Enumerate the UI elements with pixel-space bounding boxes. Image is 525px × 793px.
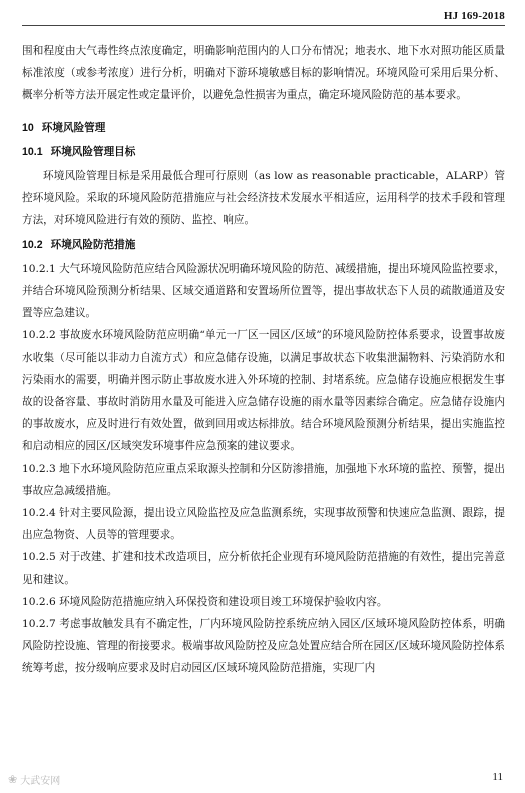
heading-number: 10.1 [22,145,43,158]
paragraph: 10.2.2 事故废水环境风险防范应明确“单元一厂区一园区/区域”的环境风险防控体系要求，设置事故废水收集（尽可能以非动力自流方式）和应急储存设施，以满足事故状态下收集泄漏物料、污染消防水和污染雨水的需要，明确并图示防止事故废水进入外环境的控制、封堵系统。应急储存设施应根据发生事故的设备容量、事故时消防用水量及可能进入应急储存设施的雨水量等因素综合确定。应急储存设施内的事故废水，应及时进行有效处置，做到回用或达标排放。结合环境风险预测分析结果，提出实施监控和启动相应的园区/区域突发环境事件应急预案的建议要求。 [22,329,505,453]
heading-text: 环境风险防范措施 [50,238,136,251]
heading-text: 环境风险管理目标 [50,145,136,158]
paragraph: 10.2.3 地下水环境风险防范应重点采取源头控制和分区防渗措施，加强地下水环境的监控、预警，提出事故应急减缓措施。 [22,462,505,497]
standard-code: HJ 169-2018 [443,10,505,22]
paragraph: 围和程度由大气毒性终点浓度确定，明确影响范围内的人口分布情况；地表水、地下水对照功能区质量标准浓度（或参考浓度）进行分析，明确对下游环境敏感目标的影响情况。环境风险可采用后果分析、概率分析等方法开展定性或定量评价，以避免急性损害为重点，确定环境风险防范的基本要求。 [22,45,505,102]
weibo-icon: ❀ [8,773,18,786]
subsection-heading [22,234,505,256]
paragraph: 10.2.1 大气环境风险防范应结合风险源状况明确环境风险的防范、减缓措施，提出环境风险监控要求，并结合环境风险预测分析结果、区域交通道路和安置场所位置等，提出事故状态下人员的疏散通道及安置等应急建议。 [22,262,505,320]
heading-text: 环境风险管理 [41,121,106,134]
watermark [8,772,60,787]
paragraph: 环境风险管理目标是采用最低合理可行原则（as low as reasonable practicable，ALARP）管控环境风险。采取的环境风险防范措施应与社会经济技术发展水平相适应，运用科学的技术手段和管理方法，对环境风险进行有效的预防、监控、响应。 [22,170,505,227]
header-rule [22,25,505,26]
paragraph: 10.2.6 环境风险防范措施应纳入环保投资和建设项目竣工环境保护验收内容。 [22,595,388,608]
section-heading [22,117,505,139]
document-body [22,40,505,680]
paragraph: 10.2.7 考虑事故触发具有不确定性，厂内环境风险防控系统应纳入园区/区域环境风险防控体系，明确风险防控设施、管理的衔接要求。极端事故风险防控及应急处置应结合所在园区/区域环境风险防控体系统筹考虑，按分级响应要求及时启动园区/区域环境风险防范措施，实现厂内 [22,618,505,675]
paragraph: 10.2.5 对于改建、扩建和技术改造项目，应分析依托企业现有环境风险防范措施的有效性，提出完善意见和建议。 [22,551,505,586]
heading-number: 10.2 [22,238,43,251]
paragraph: 10.2.4 针对主要风险源，提出设立风险监控及应急监测系统，实现事故预警和快速应急监测、跟踪，提出应急物资、人员等的管理要求。 [22,507,505,542]
heading-number: 10 [22,121,34,134]
page-number: 11 [492,771,503,783]
watermark-text: 大武安网 [20,776,61,787]
subsection-heading [22,141,505,163]
